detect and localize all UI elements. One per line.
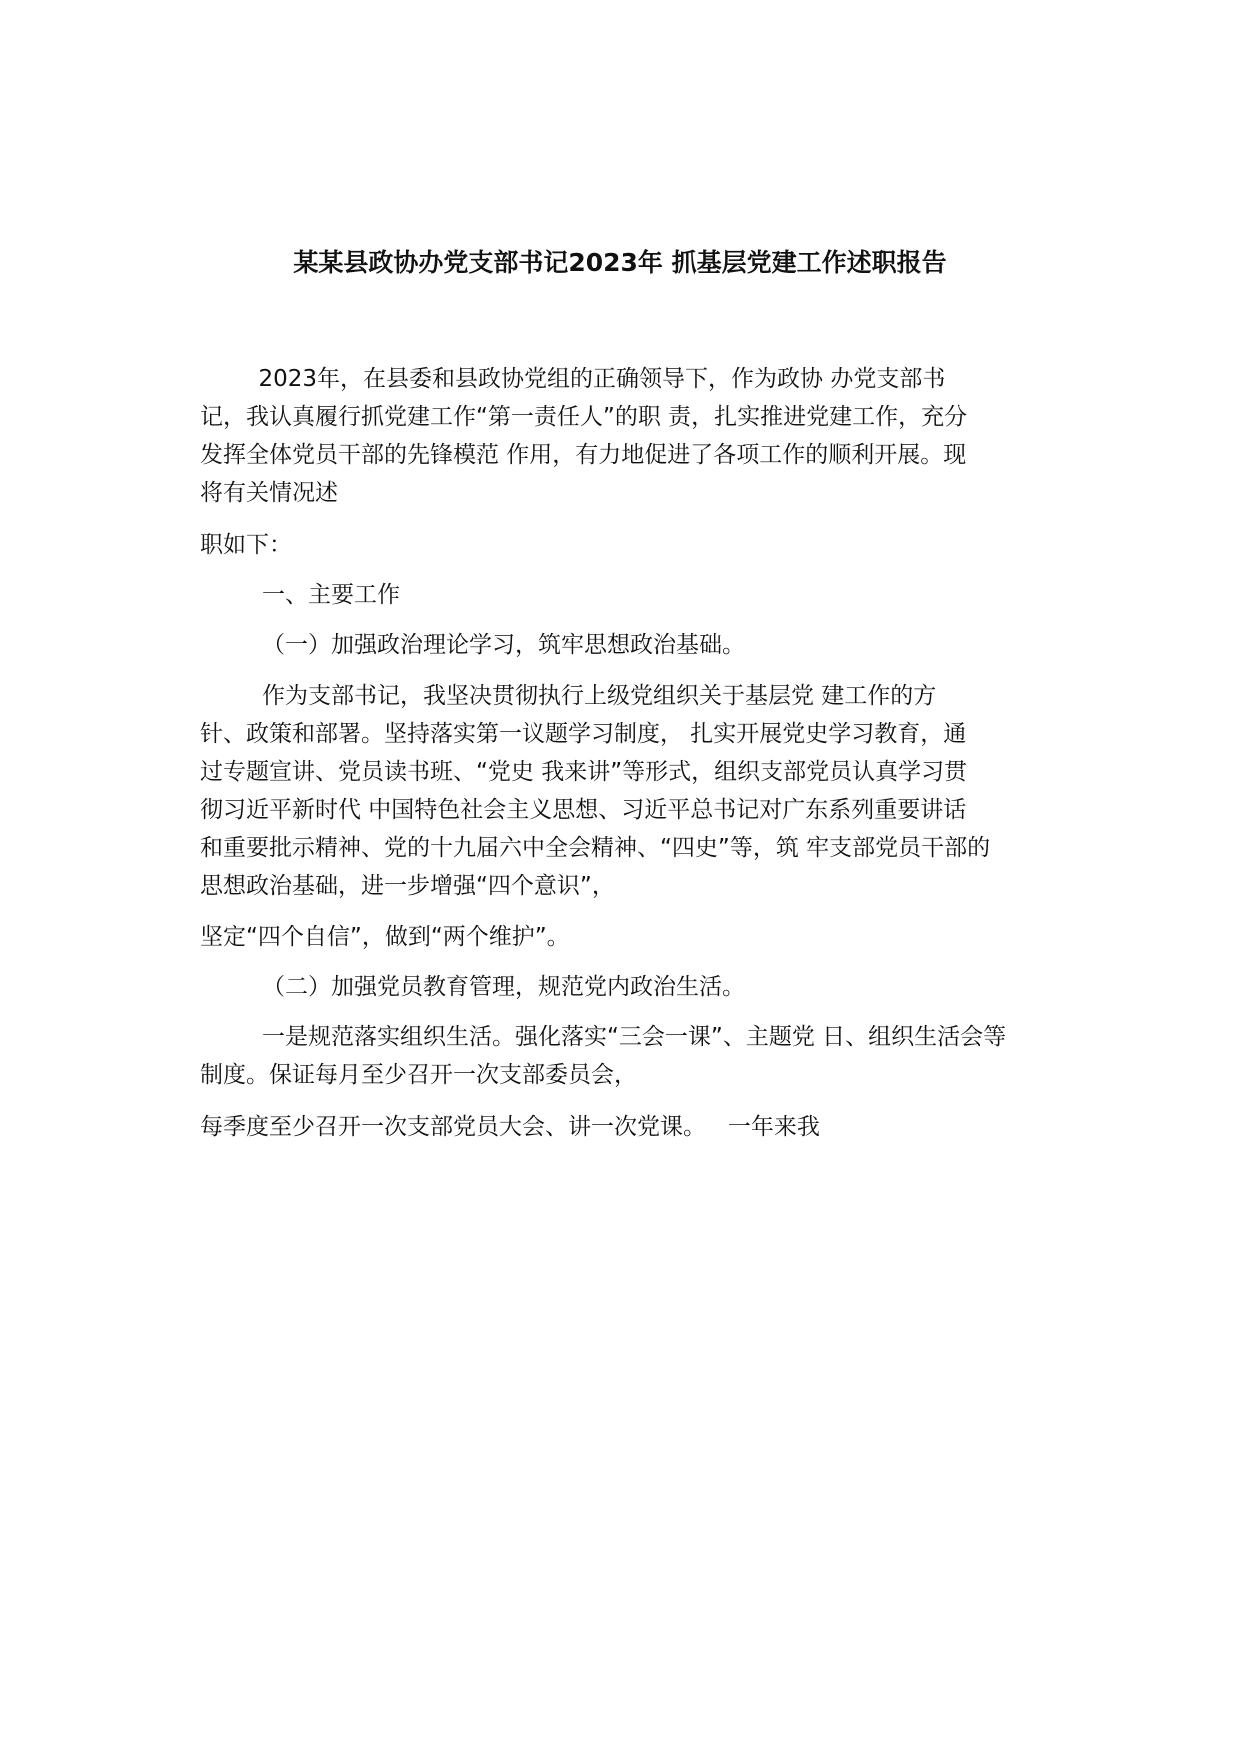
paragraph-line: 针、政策和部署。坚持落实第一议题学习制度， 扎实开展党史学习教育，通 [200,721,967,747]
paragraph-line: 将有关情况述 [200,480,338,506]
section-heading: 一、主要工作 [262,582,400,608]
paragraph-line: 彻习近平新时代 中国特色社会主义思想、习近平总书记对广东系列重要讲话 [200,797,967,823]
paragraph-line: 记，我认真履行抓党建工作“第一责任人”的职 责，扎实推进党建工作，充分 [200,404,968,430]
paragraph-line: 作为支部书记，我坚决贯彻执行上级党组织关于基层党 建工作的方 [262,683,937,709]
page-title: 某某县政协办党支部书记2023年 抓基层党建工作述职报告 [293,248,947,277]
paragraph-line: 和重要批示精神、党的十九届六中全会精神、“四史”等，筑 牢支部党员干部的 [200,835,991,861]
paragraph-line: 职如下： [200,532,292,558]
paragraph-line: 制度。保证每月至少召开一次支部委员会， [200,1062,637,1088]
subsection-heading: （一）加强政治理论学习，筑牢思想政治基础。 [262,632,745,658]
paragraph-line: 每季度至少召开一次支部党员大会、讲一次党课。 一年来我 [200,1114,820,1140]
paragraph-line: 发挥全体党员干部的先锋模范 作用，有力地促进了各项工作的顺利开展。现 [200,442,967,468]
paragraph-line: 思想政治基础，进一步增强“四个意识”， [200,873,615,899]
paragraph-line: 过专题宣讲、党员读书班、“党史 我来讲”等形式，组织支部党员认真学习贯 [200,759,968,785]
subsection-heading: （二）加强党员教育管理，规范党内政治生活。 [262,974,745,1000]
paragraph-line: 坚定“四个自信”，做到“两个维护”。 [200,924,570,950]
paragraph-line: 一是规范落实组织生活。强化落实“三会一课”、主题党 日、组织生活会等 [262,1024,1007,1050]
paragraph-line: 2023年，在县委和县政协党组的正确领导下，作为政协 办党支部书 [200,366,946,392]
